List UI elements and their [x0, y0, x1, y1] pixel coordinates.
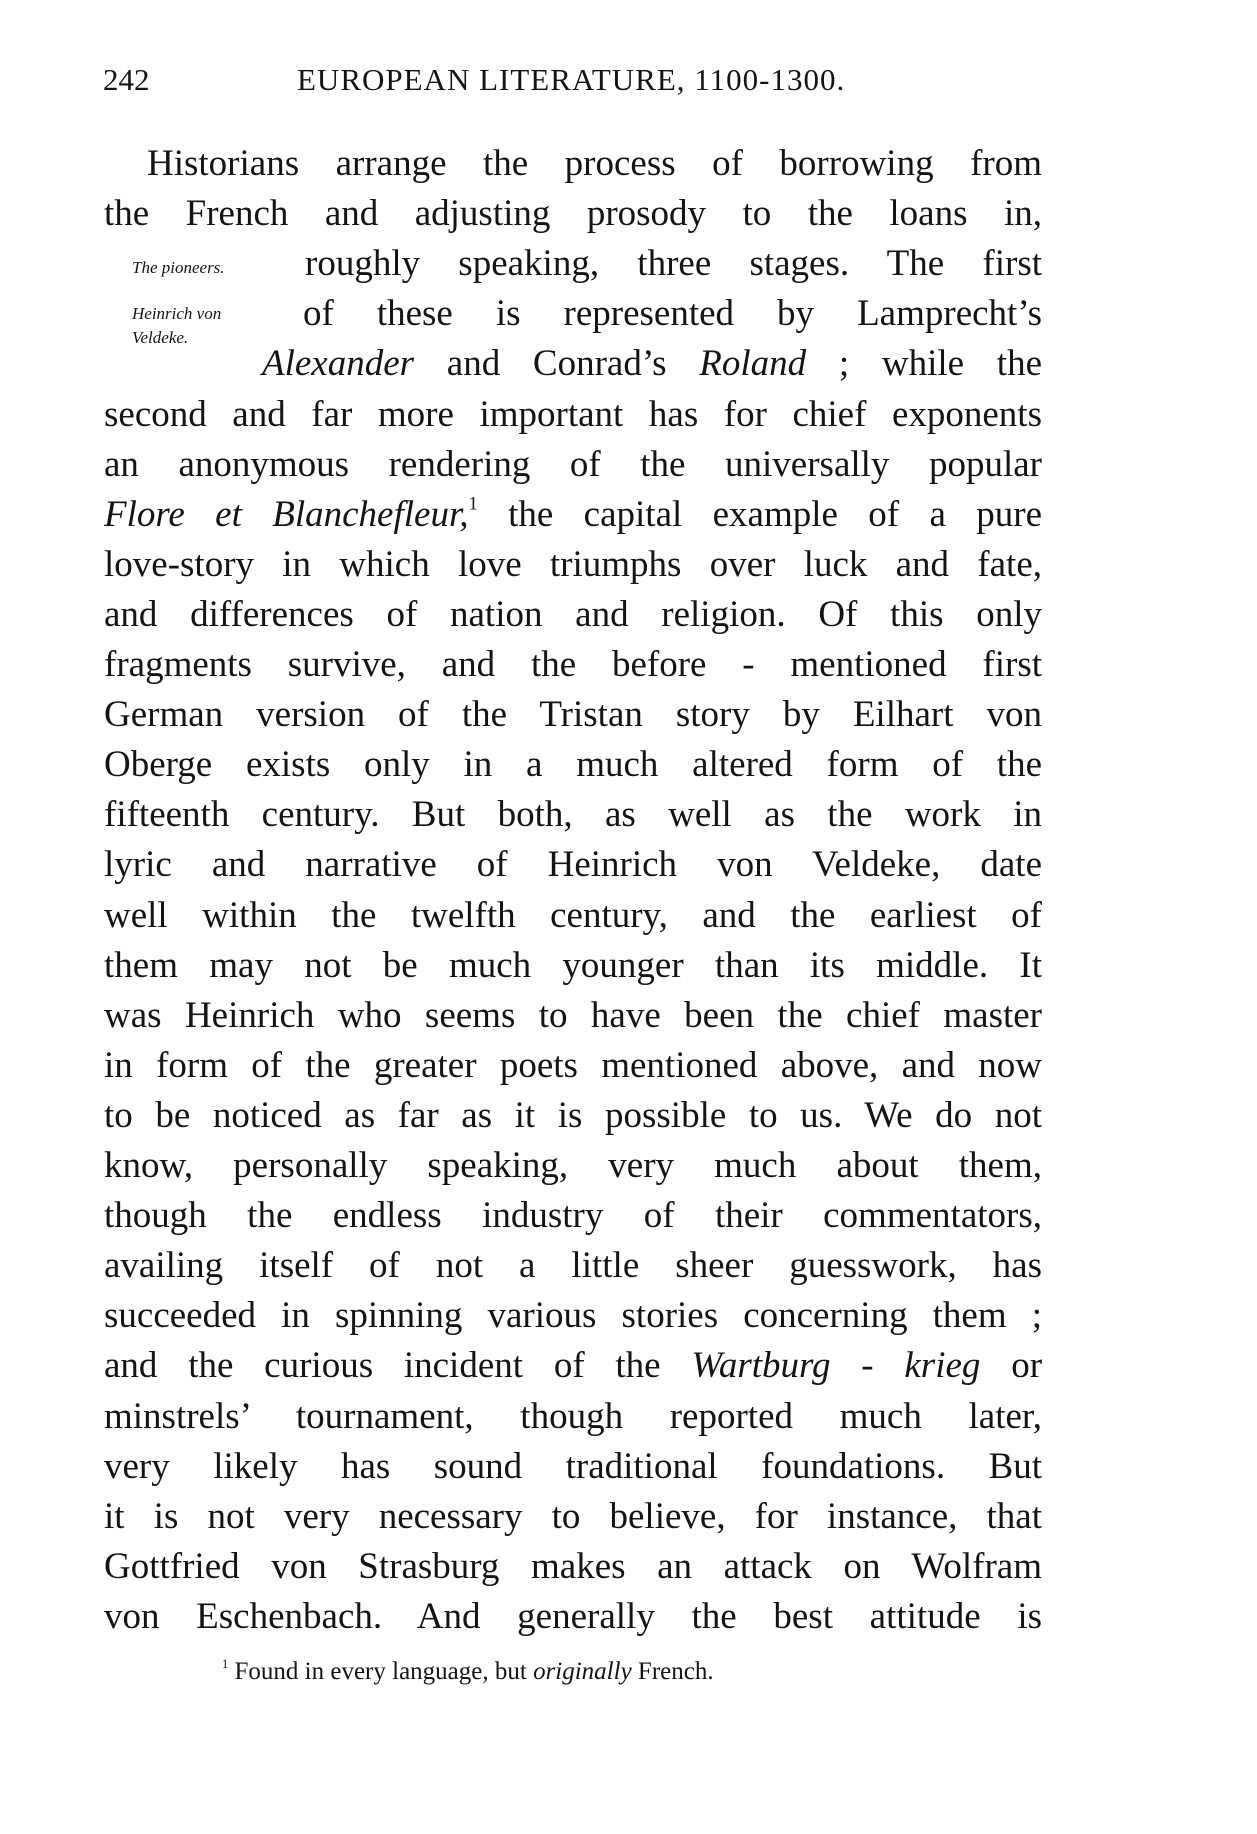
- text-segment: minstrels’ tournament, though reported much later,: [104, 1395, 1042, 1437]
- body-line: [104, 994, 1042, 1038]
- body-line: [104, 1244, 1042, 1288]
- body-line: [104, 1445, 1042, 1489]
- body-line: [104, 192, 1042, 236]
- body-line: [104, 1194, 1042, 1238]
- text-segment: German version of the Tristan story by Eilhart von: [104, 694, 1042, 736]
- text-segment: Historians arrange the process of borrowing from: [147, 143, 1042, 184]
- sidenote: The pioneers.: [132, 258, 225, 277]
- body-line: [262, 342, 1042, 386]
- body-line: [303, 292, 1042, 336]
- body-line: [104, 944, 1042, 988]
- text-segment: well within the twelfth century, and the earliest of: [104, 894, 1042, 936]
- text-segment: to be noticed as far as it is possible to us. We do not: [104, 1094, 1042, 1136]
- body-line: [104, 1595, 1042, 1639]
- text-segment: and differences of nation and religion. Of this only: [104, 593, 1042, 635]
- text-segment: and Conrad’s: [414, 343, 700, 385]
- body-line: [147, 142, 1042, 186]
- text-segment: it is not very necessary to believe, for instance, that: [104, 1495, 1042, 1537]
- text-segment: very likely has sound traditional foundations. But: [104, 1445, 1042, 1487]
- text-segment: fragments survive, and the before - mentioned first: [104, 644, 1042, 685]
- italic-text: Flore et Blanchefleur,: [104, 493, 469, 535]
- text-segment: Gottfried von Strasburg makes an attack on Wolfram: [104, 1545, 1042, 1587]
- running-head: EUROPEAN LITERATURE, 1100-1300.: [297, 62, 846, 97]
- page-number: 242: [103, 62, 150, 97]
- text-segment: lyric and narrative of Heinrich von Veldeke, date: [104, 844, 1042, 886]
- text-segment: availing itself of not a little sheer guesswork, has: [104, 1245, 1042, 1287]
- text-segment: in form of the greater poets mentioned above, and now: [104, 1044, 1042, 1086]
- body-line: [104, 493, 1042, 537]
- text-segment: was Heinrich who seems to have been the chief master: [104, 994, 1042, 1036]
- text-segment: roughly speaking, three stages. The first: [305, 243, 1042, 285]
- body-line: [104, 443, 1042, 487]
- footnote-text: Found in every language, but: [228, 1658, 534, 1685]
- body-line: [104, 793, 1042, 837]
- italic-text: Alexander: [262, 343, 415, 385]
- body-line: [104, 1545, 1042, 1589]
- footnote-reference: 1: [468, 494, 478, 515]
- text-segment: the capital example of a pure: [477, 493, 1042, 535]
- body-line: [104, 1094, 1042, 1138]
- body-line: [104, 593, 1042, 637]
- body-line: [104, 543, 1042, 587]
- text-segment: or: [980, 1345, 1043, 1387]
- text-segment: von Eschenbach. And generally the best attitude is: [104, 1595, 1042, 1637]
- sidenote: Heinrich von: [132, 304, 222, 323]
- body-line: [104, 1495, 1042, 1539]
- footnote-text-end: French.: [631, 1658, 714, 1685]
- text-segment: fifteenth century. But both, as well as the work in: [104, 794, 1042, 836]
- footnote-marker: 1: [222, 1656, 229, 1671]
- body-line: [104, 693, 1042, 737]
- text-segment: though the endless industry of their commentators,: [104, 1195, 1042, 1237]
- body-line: [104, 393, 1042, 437]
- text-segment: ; while the: [806, 343, 1042, 385]
- body-line: [104, 1044, 1042, 1088]
- italic-text: Wartburg - krieg: [691, 1345, 981, 1387]
- body-line: [104, 743, 1042, 787]
- text-segment: the French and adjusting prosody to the loans in,: [104, 193, 1042, 235]
- text-segment: know, personally speaking, very much about them,: [104, 1145, 1042, 1186]
- text-segment: an anonymous rendering of the universally popular: [104, 443, 1042, 485]
- text-segment: and the curious incident of the: [104, 1345, 692, 1387]
- footnote-italic: originally: [533, 1658, 632, 1685]
- body-line: [104, 1144, 1042, 1188]
- body-line: [104, 1294, 1042, 1338]
- body-line: [104, 643, 1042, 687]
- text-segment: Oberge exists only in a much altered form of the: [104, 744, 1042, 786]
- body-line: [305, 242, 1042, 286]
- body-line: [104, 1395, 1042, 1439]
- text-segment: second and far more important has for chief exponents: [104, 393, 1042, 435]
- text-segment: love-story in which love triumphs over luck and fate,: [104, 543, 1042, 585]
- body-line: [104, 1344, 1042, 1388]
- body-line: [104, 894, 1042, 938]
- text-segment: of these is represented by Lamprecht’s: [303, 293, 1042, 335]
- text-segment: them may not be much younger than its middle. It: [104, 944, 1042, 986]
- italic-text: Roland: [699, 343, 807, 385]
- footnote: [222, 1656, 714, 1688]
- body-line: [104, 843, 1042, 887]
- text-segment: succeeded in spinning various stories concerning them ;: [104, 1295, 1042, 1337]
- sidenote: Veldeke.: [132, 328, 189, 347]
